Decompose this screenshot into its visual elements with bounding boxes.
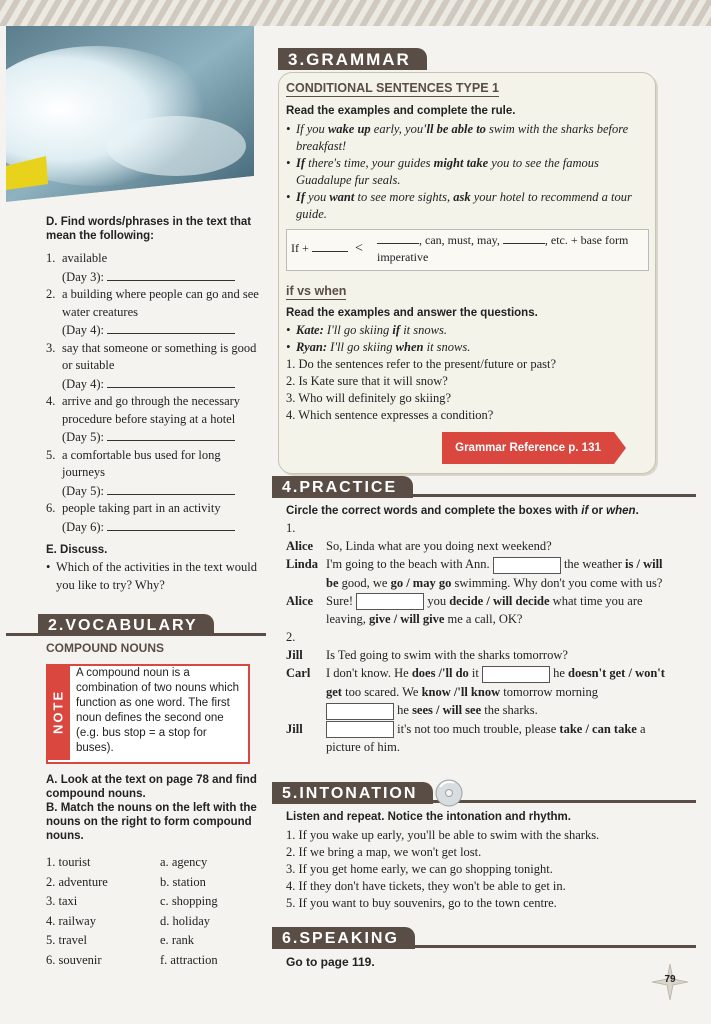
page-number: 79 — [664, 974, 676, 985]
exercise-e-text: • Which of the activities in the text would you like to try? Why? — [46, 559, 260, 594]
list-item: 2. adventure — [46, 874, 108, 889]
ryan-example: • Ryan: I'll go skiing when it snows. — [286, 339, 642, 356]
speaking-tab: 6.SPEAKING — [272, 927, 415, 949]
note-label: NOTE — [50, 689, 66, 735]
list-item: 2. Is Kate sure that it will snow? — [286, 374, 448, 388]
speaker-name: Jill — [286, 721, 303, 736]
intonation-instruction: Listen and repeat. Notice the intonation and rhythm. — [286, 811, 571, 823]
list-item: b. station — [160, 874, 206, 889]
list-item: 2. If we bring a map, we won't get lost. — [286, 845, 482, 859]
list-item: 5. If you want to buy souvenirs, go to the town centre. — [286, 896, 557, 910]
answer-blank[interactable] — [107, 375, 235, 388]
jet-ski-photo — [6, 26, 254, 202]
dialogue-line: it's not too much trouble, please take / can take a picture of him. — [326, 721, 646, 755]
grammar-example-3: • If you want to see more sights, ask your hotel to recommend a tour guide. — [286, 189, 642, 223]
left-nouns-list — [46, 853, 156, 971]
practice-instruction: Circle the correct words and complete the boxes with if or when. — [286, 505, 639, 517]
practice-tab: 4.PRACTICE — [272, 476, 413, 498]
grammar-examples — [286, 121, 642, 223]
rule-blank[interactable] — [503, 243, 545, 244]
exercise-d — [46, 215, 260, 536]
practice-dialogue — [286, 519, 666, 756]
grammar-reference-arrow-icon — [614, 432, 626, 464]
list-item: e. rank — [160, 933, 195, 948]
answer-box[interactable] — [493, 557, 561, 574]
list-item: 3. Who will definitely go skiing? — [286, 391, 452, 405]
dialogue-number: 1. — [286, 521, 296, 535]
list-item: f. attraction — [160, 952, 218, 967]
intonation-tab: 5.INTONATION — [272, 782, 433, 804]
if-vs-when-subhead: if vs when — [286, 284, 347, 298]
answer-blank[interactable] — [107, 268, 235, 281]
if-vs-when-instruction: Read the examples and answer the questions. — [286, 307, 538, 319]
answer-box[interactable] — [326, 721, 394, 738]
grammar-reference-button[interactable]: Grammar Reference p. 131 — [442, 432, 614, 464]
dialogue-line: So, Linda what are you doing next weekend? — [326, 539, 552, 553]
rule-bottom-line: imperative — [377, 250, 429, 264]
grammar-rule-table — [286, 229, 649, 271]
rule-branch-icon: < — [355, 241, 363, 256]
right-nouns-list — [160, 853, 260, 971]
audio-cd-icon[interactable] — [434, 778, 464, 808]
grammar-subhead: CONDITIONAL SENTENCES TYPE 1 — [286, 81, 499, 95]
list-item: 1. tourist — [46, 855, 91, 869]
speaking-instruction: Go to page 119. — [286, 955, 375, 969]
list-item: 6. people taking part in an activity (Day 6): — [46, 500, 260, 536]
grammar-example-2: • If there's time, your guides might take you to see the famous Guadalupe fur seals. — [286, 155, 642, 189]
list-item: c. shopping — [160, 894, 218, 909]
rule-if: If + — [291, 241, 348, 256]
list-item: 3. taxi — [46, 894, 78, 909]
vocabulary-subhead: COMPOUND NOUNS — [46, 641, 165, 655]
rule-top-line: , can, must, may, , etc. + base form — [377, 233, 628, 248]
dialogue-line: I'm going to the beach with Ann. the weather is / will be good, we go / may go swimming. Why don't you come with us? — [326, 557, 663, 590]
vocabulary-tab: 2.VOCABULARY — [38, 614, 214, 636]
exercise-e — [46, 543, 260, 594]
answer-box[interactable] — [356, 593, 424, 610]
rule-blank[interactable] — [312, 251, 348, 252]
list-item: 1. Do the sentences refer to the present/future or past? — [286, 357, 557, 371]
list-item: 6. souvenir — [46, 952, 102, 967]
dialogue-line: Sure! you decide / will decide what time you are leaving, give / will give me a call, OK? — [326, 593, 643, 627]
list-item: 4. railway — [46, 913, 96, 928]
answer-blank[interactable] — [107, 518, 235, 531]
list-item: d. holiday — [160, 913, 210, 928]
list-item: 4. Which sentence expresses a condition? — [286, 408, 494, 422]
note-text: A compound noun is a combination of two nouns which function as one word. The first noun defines the second one (e.g. bus stop = a stop for buses). — [76, 667, 240, 754]
vocab-a-instruction: A. Look at the text on page 78 and find compound nouns. — [46, 774, 257, 800]
rule-blank[interactable] — [377, 243, 419, 244]
list-item: 4. arrive and go through the necessary procedure before staying at a hotel (Day 5): — [46, 394, 241, 444]
answer-box[interactable] — [326, 703, 394, 720]
list-item: a. agency — [160, 855, 208, 869]
list-item: 4. If they don't have tickets, they won't be able to get in. — [286, 879, 566, 893]
if-vs-when-examples — [286, 322, 642, 424]
speaker-name: Alice — [286, 539, 314, 553]
list-item: 3. If you get home early, we can go shopping tonight. — [286, 862, 553, 876]
intonation-list — [286, 827, 686, 912]
list-item: 5. a comfortable bus used for long journeys (Day 5): — [46, 447, 260, 501]
exercise-d-heading: D. Find words/phrases in the text that mean the following: — [46, 216, 252, 242]
dialogue-line: I don't know. He does /'ll do it he doesn't get / won't get too scared. We know /'ll know tomorrow morning he sees / will see the sharks. — [326, 664, 666, 719]
exercise-e-heading: E. Discuss. — [46, 544, 108, 556]
dialogue-number: 2. — [286, 630, 296, 645]
speaker-name: Linda — [286, 557, 318, 571]
grammar-example-1: • If you wake up early, you'll be able to swim with the sharks before breakfast! — [286, 121, 642, 155]
dialogue-line: Is Ted going to swim with the sharks tomorrow? — [326, 648, 568, 663]
answer-blank[interactable] — [107, 321, 235, 334]
top-decorative-stripe — [0, 0, 711, 26]
answer-blank[interactable] — [107, 482, 235, 495]
speaker-name: Carl — [286, 666, 311, 681]
list-item: 3. say that someone or something is good or suitable (Day 4): — [46, 340, 257, 391]
answer-box[interactable] — [482, 666, 550, 683]
vocab-b-instruction: B. Match the nouns on the left with the nouns on the right to form compound nouns. — [46, 802, 257, 842]
speaker-name: Alice — [286, 593, 314, 608]
list-item: 2. a building where people can go and see water creatures (Day 4): — [46, 287, 259, 337]
list-item: 1. available (Day 3): — [46, 250, 260, 286]
grammar-instruction: Read the examples and complete the rule. — [286, 105, 516, 117]
speaker-name: Jill — [286, 648, 303, 663]
kate-example: • Kate: I'll go skiing if it snows. — [286, 322, 642, 339]
list-item: 5. travel — [46, 933, 87, 948]
list-item: 1. If you wake up early, you'll be able to swim with the sharks. — [286, 828, 600, 842]
answer-blank[interactable] — [107, 428, 235, 441]
grammar-tab: 3.GRAMMAR — [278, 48, 427, 70]
